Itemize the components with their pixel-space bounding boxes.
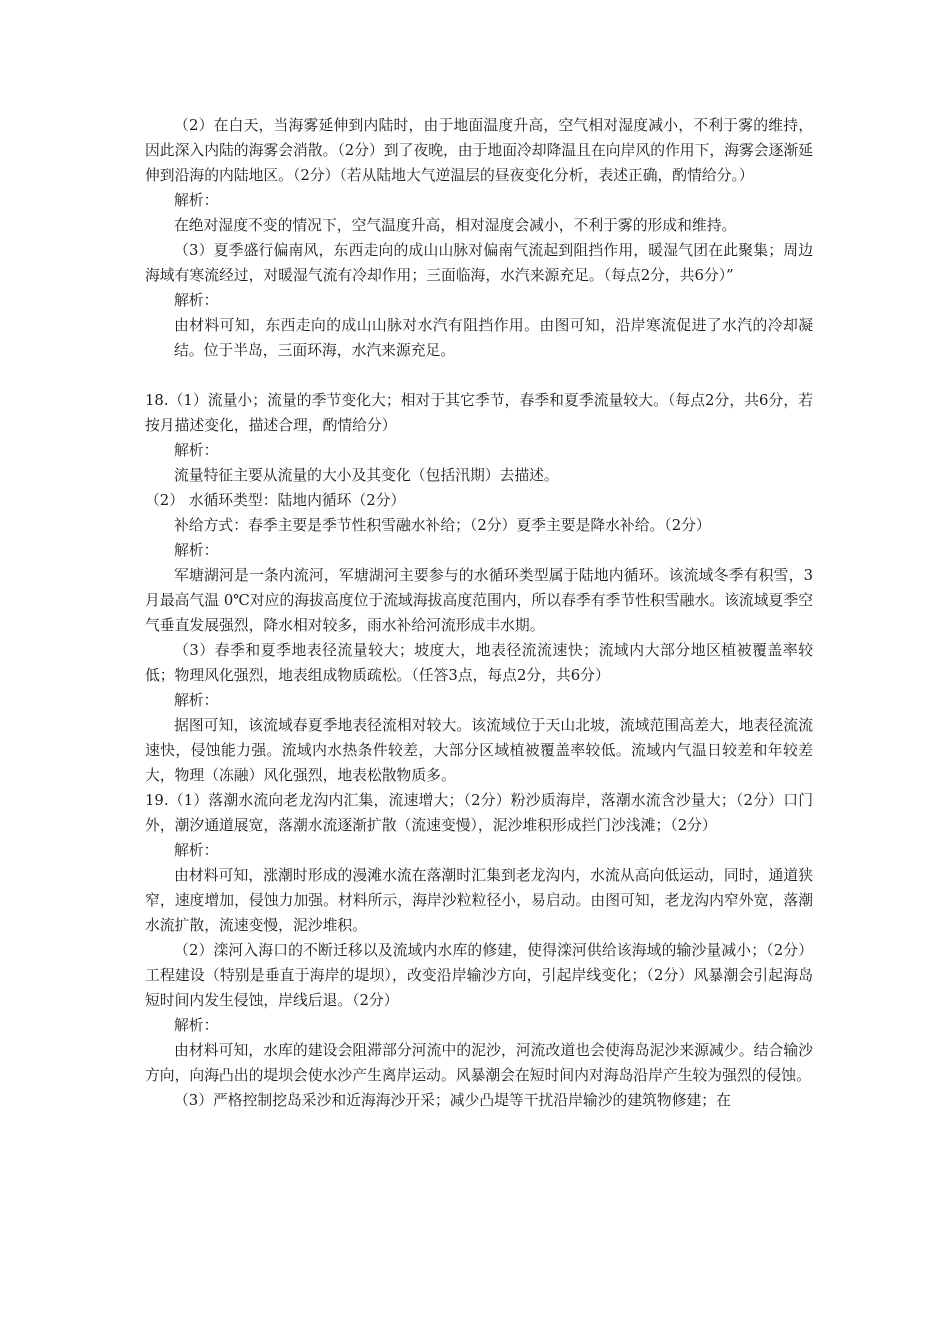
q18-answer-1-label: 解析： xyxy=(174,442,219,459)
q17-answer-2-label: 解析： xyxy=(174,192,219,209)
q18-answer-1: 18.（1）流量小；流量的季节变化大；相对于其它季节，春季和夏季流量较大。（每点2分，共6分，若按月描述变化，描述合理，酌情给分） xyxy=(145,392,813,434)
answer-document xyxy=(145,113,813,1113)
q18-answer-1-explanation: 流量特征主要从流量的大小及其变化（包括汛期）去描述。 xyxy=(174,467,559,484)
q18-answer-2-supply: 补给方式：春季主要是季节性积雪融水补给；（2分）夏季主要是降水补给。（2分） xyxy=(174,517,711,534)
q17-answer-2-explanation: 在绝对湿度不变的情况下，空气温度升高，相对湿度会减小，不利于雾的形成和维持。 xyxy=(174,217,737,234)
q19-answer-1: 19.（1）落潮水流向老龙沟内汇集，流速增大；（2分）粉沙质海岸，落潮水流含沙量大；（2分）口门外，潮汐通道展宽，落潮水流逐渐扩散（流速变慢），泥沙堆积形成拦门沙浅滩；（2分） xyxy=(145,792,813,834)
q18-answer-2-explanation: 军塘湖河是一条内流河，军塘湖河主要参与的水循环类型属于陆地内循环。该流域冬季有积雪，3月最高气温 0℃对应的海拔高度位于流域海拔高度范围内，所以春季有季节性积雪融水。该流域夏季空气垂直发展强烈，降水相对较多，雨水补给河流形成丰水期。 xyxy=(145,567,813,634)
q17-answer-3-explanation: 由材料可知，东西走向的成山山脉对水汽有阻挡作用。由图可知，沿岸寒流促进了水汽的冷却凝结。位于半岛，三面环海，水汽来源充足。 xyxy=(174,317,813,359)
q19-answer-2-explanation: 由材料可知，水库的建设会阻滞部分河流中的泥沙，河流改道也会使海岛泥沙来源减少。结合输沙方向，向海凸出的堤坝会使水沙产生离岸运动。风暴潮会在短时间内对海岛沿岸产生较为强烈的侵蚀。 xyxy=(145,1042,813,1084)
q18-answer-3-label: 解析： xyxy=(174,692,219,709)
q18-answer-3: （3）春季和夏季地表径流量较大；坡度大，地表径流流速快；流域内大部分地区植被覆盖率较低；物理风化强烈，地表组成物质疏松。（任答3点，每点2分，共6分） xyxy=(145,642,813,684)
q17-answer-3-label: 解析： xyxy=(174,292,219,309)
section-gap xyxy=(145,363,813,388)
q18-answer-3-explanation: 据图可知，该流域春夏季地表径流相对较大。该流域位于天山北坡，流域范围高差大，地表径流流速快，侵蚀能力强。流域内水热条件较差，大部分区域植被覆盖率较低。流域内气温日较差和年较差大，物理（冻融）风化强烈，地表松散物质多。 xyxy=(145,717,813,784)
q18-answer-2-type: （2） 水循环类型：陆地内循环（2分） xyxy=(145,492,406,509)
q19-answer-2: （2）滦河入海口的不断迁移以及流域内水库的修建，使得滦河供给该海域的输沙量减小；（2分）工程建设（特别是垂直于海岸的堤坝），改变沿岸输沙方向，引起岸线变化；（2分）风暴潮会引起海岛短时间内发生侵蚀，岸线后退。（2分） xyxy=(145,942,813,1009)
q17-answer-3: （3）夏季盛行偏南风，东西走向的成山山脉对偏南气流起到阻挡作用，暖湿气团在此聚集；周边海域有寒流经过，对暖湿气流有冷却作用；三面临海，水汽来源充足。（每点2分，共6分）” xyxy=(145,242,813,284)
q19-answer-1-explanation: 由材料可知，涨潮时形成的漫滩水流在落潮时汇集到老龙沟内，水流从高向低运动，同时，通道狭窄，速度增加，侵蚀力加强。材料所示，海岸沙粒粒径小，易启动。由图可知，老龙沟内窄外宽，落潮水流扩散，流速变慢，泥沙堆积。 xyxy=(145,867,813,934)
q19-answer-3: （3）严格控制挖岛采沙和近海海沙开采；减少凸堤等干扰沿岸输沙的建筑物修建；在 xyxy=(174,1092,731,1109)
q17-answer-2: （2）在白天，当海雾延伸到内陆时，由于地面温度升高，空气相对湿度减小，不利于雾的维持，因此深入内陆的海雾会消散。（2分）到了夜晚，由于地面冷却降温且在向岸风的作用下，海雾会逐渐延伸到沿海的内陆地区。（2分）（若从陆地大气逆温层的昼夜变化分析，表述正确，酌情给分。） xyxy=(145,117,813,184)
q18-answer-2-label: 解析： xyxy=(174,542,219,559)
q19-answer-1-label: 解析： xyxy=(174,842,219,859)
q19-answer-2-label: 解析： xyxy=(174,1017,219,1034)
